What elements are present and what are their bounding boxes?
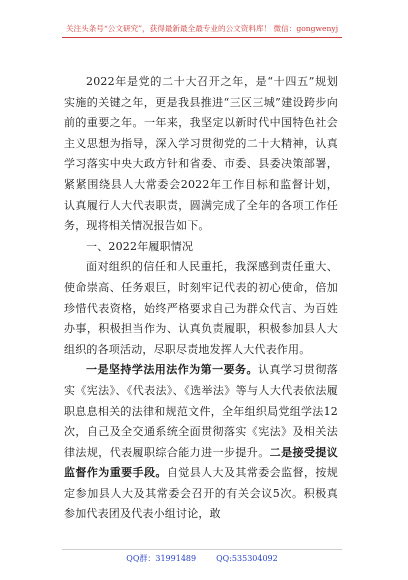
paragraph-intro: 2022年是党的二十大召开之年，是“十四五”规划实施的关键之年，更是我县推进“三区三城”建设跨步向前的重要之年。一年来，我坚定以新时代中国特色社会主义思想为指导，深入学习贯彻党的二十大精神，认真学习落实中央大政方针和省委、市委、县委决策部署，紧紧围绕县人大常委会2022年工作目标和监督计划，认真履行人大代表职责，圆满完成了全年的各项工作任务，现将相关情况报告如下。 [64,75,338,233]
point-one-text: 认真学习贯彻落实《宪法》、《代表法》、《选举法》等与人大代表依法履职息息相关的法律和规范文件，全年组织局党组学法12次，自己及全交通系统全面贯彻落实《宪法》及相关法律法规，代表履职综合能力进一步提升。 [64,363,338,459]
footer-qq: QQ:535304092 [216,554,278,563]
point-one-title: 一是坚持学法用法作为第一要务。 [86,363,258,377]
point-two-title: 二是接受提议监督作为重要手段。 [64,445,338,480]
point-two-text: 自觉县人大及其常委会监督，按规定参加县人大及其常委会召开的有关会议5次。积极真参加代表团及代表小组讨论，敢 [64,466,339,521]
header-banner: 关注头条号“公文研究”，获得最新最全最专业的公文资料库！ 微信：gongwenyj [62,20,342,38]
paragraph-points [64,360,338,525]
section-heading: 一、2022年履职情况 [86,239,194,253]
document-body [64,72,338,525]
paragraph-duty: 面对组织的信任和人民重托，我深感到责任重大、使命崇高、任务艰巨，时刻牢记代表的初心使命，倍加珍惜代表资格，始终严格要求自己为群众代言、为百姓办事，积极担当作为、认真负责履职，积极参加县人大组织的各项活动，尽职尽责地发挥人大代表作用。 [64,260,338,356]
footer-banner [62,549,342,566]
footer-qq-group: QQ群：31991489 [126,554,197,563]
